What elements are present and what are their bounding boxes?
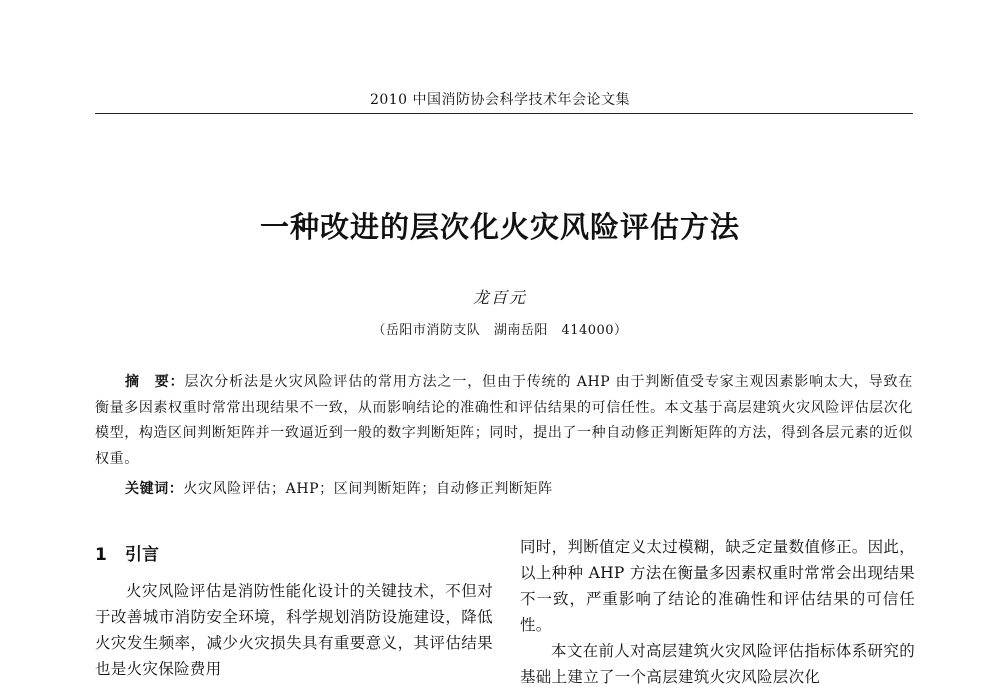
keywords (125, 478, 915, 498)
left-column (95, 534, 493, 682)
keywords-text: 火灾风险评估；AHP；区间判断矩阵；自动修正判断矩阵 (183, 481, 553, 497)
abstract (95, 370, 913, 472)
paper-title: 一种改进的层次化火灾风险评估方法 (259, 210, 740, 244)
continued-paragraph: 同时，判断值定义太过模糊，缺乏定量数值修正。因此，以上种种 AHP 方法在衡量多因素权重时常常会出现结果不一致，严重影响了结论的准确性和评估结果的可信任性。 (520, 538, 916, 634)
paper-affiliation: （岳阳市消防支队 湖南岳阳 414000） (372, 323, 628, 338)
running-header: 2010 中国消防协会科学技术年会论文集 (369, 92, 631, 108)
section-heading (95, 534, 493, 578)
intro-paragraph: 火灾风险评估是消防性能化设计的关键技术，不但对于改善城市消防安全环境，科学规划消防设施建设，降低火灾发生频率，减少火灾损失具有重要意义，其评估结果也是火灾保险费用 (95, 582, 493, 678)
abstract-label: 摘 要： (125, 374, 185, 390)
header-rule (95, 113, 913, 114)
paper-author: 龙百元 (472, 288, 527, 307)
body-paragraph: 本文在前人对高层建筑火灾风险评估指标体系研究的基础上建立了一个高层建筑火灾风险层次化 (520, 642, 915, 686)
section-number: 1 (95, 545, 107, 565)
keywords-label: 关键词： (125, 481, 184, 497)
right-column (520, 534, 915, 690)
abstract-text: 层次分析法是火灾风险评估的常用方法之一，但由于传统的 AHP 由于判断值受专家主观因素影响太大，导致在衡量多因素权重时常常出现结果不一致，从而影响结论的准确性和评估结果的可信任性。本文基于高层建筑火灾风险评估层次化模型，构造区间判断矩阵并一致逼近到一般的数字判断矩阵；同时，提出了一种自动修正判断矩阵的方法，得到各层元素的近似权重。 (95, 374, 913, 467)
section-title: 引言 (125, 545, 159, 565)
